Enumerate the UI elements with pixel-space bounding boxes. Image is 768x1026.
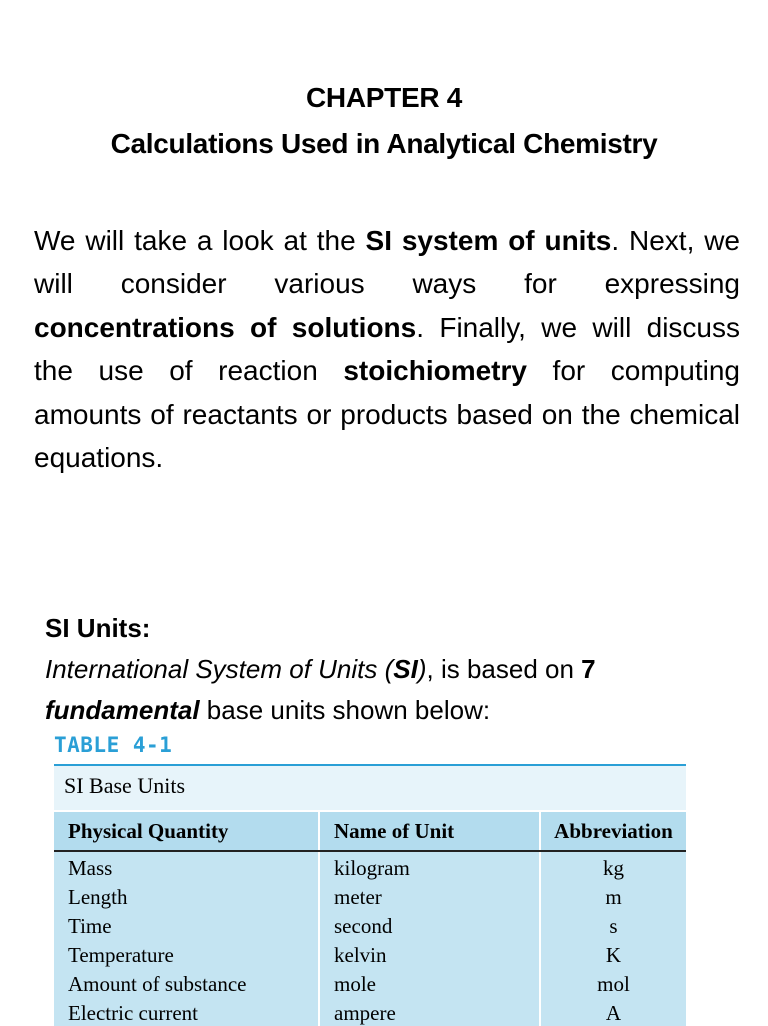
cell-unit: mole <box>319 971 540 1000</box>
cell-unit: ampere <box>319 1000 540 1026</box>
cell-quantity: Length <box>68 885 128 909</box>
cell-quantity: Time <box>68 914 112 938</box>
si-units-heading: SI Units: <box>45 613 151 643</box>
table-row <box>54 971 686 1000</box>
cell-quantity: Mass <box>68 856 113 880</box>
intro-text-1: We will take a look at the <box>34 225 366 256</box>
table-row <box>54 913 686 942</box>
table-label: TABLE 4-1 <box>54 733 173 757</box>
table-row <box>54 942 686 971</box>
cell-quantity: Temperature <box>68 943 174 967</box>
cell-unit: kilogram <box>319 851 540 884</box>
cell-abbreviation: A <box>540 1000 686 1026</box>
si-units-section <box>45 608 735 731</box>
intro-text-2: . Next, we will consider various ways for expressing <box>34 225 740 300</box>
si-definition-line-2-rest: base units shown below: <box>199 695 491 725</box>
cell-abbreviation: K <box>540 942 686 971</box>
intro-bold-concentrations: concentrations of solutions <box>34 311 417 343</box>
header-abbreviation: Abbreviation <box>540 812 686 851</box>
table-caption: SI Base Units <box>54 766 686 812</box>
intro-text-4: for computing amounts of reactants or products based on the chemical equations. <box>34 355 740 474</box>
chapter-title: Calculations Used in Analytical Chemistry <box>110 128 658 159</box>
cell-quantity: Amount of substance <box>68 972 247 996</box>
intro-bold-si-system: SI system of units <box>365 225 612 256</box>
intro-paragraph <box>34 219 740 479</box>
si-definition-line-1 <box>45 649 735 690</box>
table-row <box>54 1000 686 1026</box>
si-count-bold: 7 <box>581 654 596 684</box>
cell-quantity: Electric current <box>68 1001 198 1025</box>
chapter-number: CHAPTER 4 <box>306 82 462 113</box>
si-definition-line-2 <box>45 690 735 731</box>
cell-unit: meter <box>319 884 540 913</box>
si-base-units-table <box>54 764 686 1026</box>
header-name-of-unit: Name of Unit <box>319 812 540 851</box>
cell-abbreviation: m <box>540 884 686 913</box>
table-header-row <box>54 812 686 851</box>
cell-abbreviation: s <box>540 913 686 942</box>
si-definition-rest: , is based on <box>426 654 582 684</box>
table-row <box>54 884 686 913</box>
table-row <box>54 851 686 884</box>
fundamental-bold-italic: fundamental <box>45 695 200 725</box>
si-table-grid <box>54 812 686 1026</box>
cell-abbreviation: mol <box>540 971 686 1000</box>
si-abbrev-bold-italic: SI <box>393 654 418 684</box>
intro-text-3: . Finally, we will discuss the use of reaction <box>34 311 740 387</box>
si-definition-italic: International System of Units ( <box>45 654 394 684</box>
header-physical-quantity: Physical Quantity <box>54 812 319 851</box>
si-definition-italic-end: ) <box>417 654 427 684</box>
intro-bold-stoichiometry: stoichiometry <box>343 355 527 387</box>
cell-unit: second <box>319 913 540 942</box>
cell-unit: kelvin <box>319 942 540 971</box>
cell-abbreviation: kg <box>540 851 686 884</box>
